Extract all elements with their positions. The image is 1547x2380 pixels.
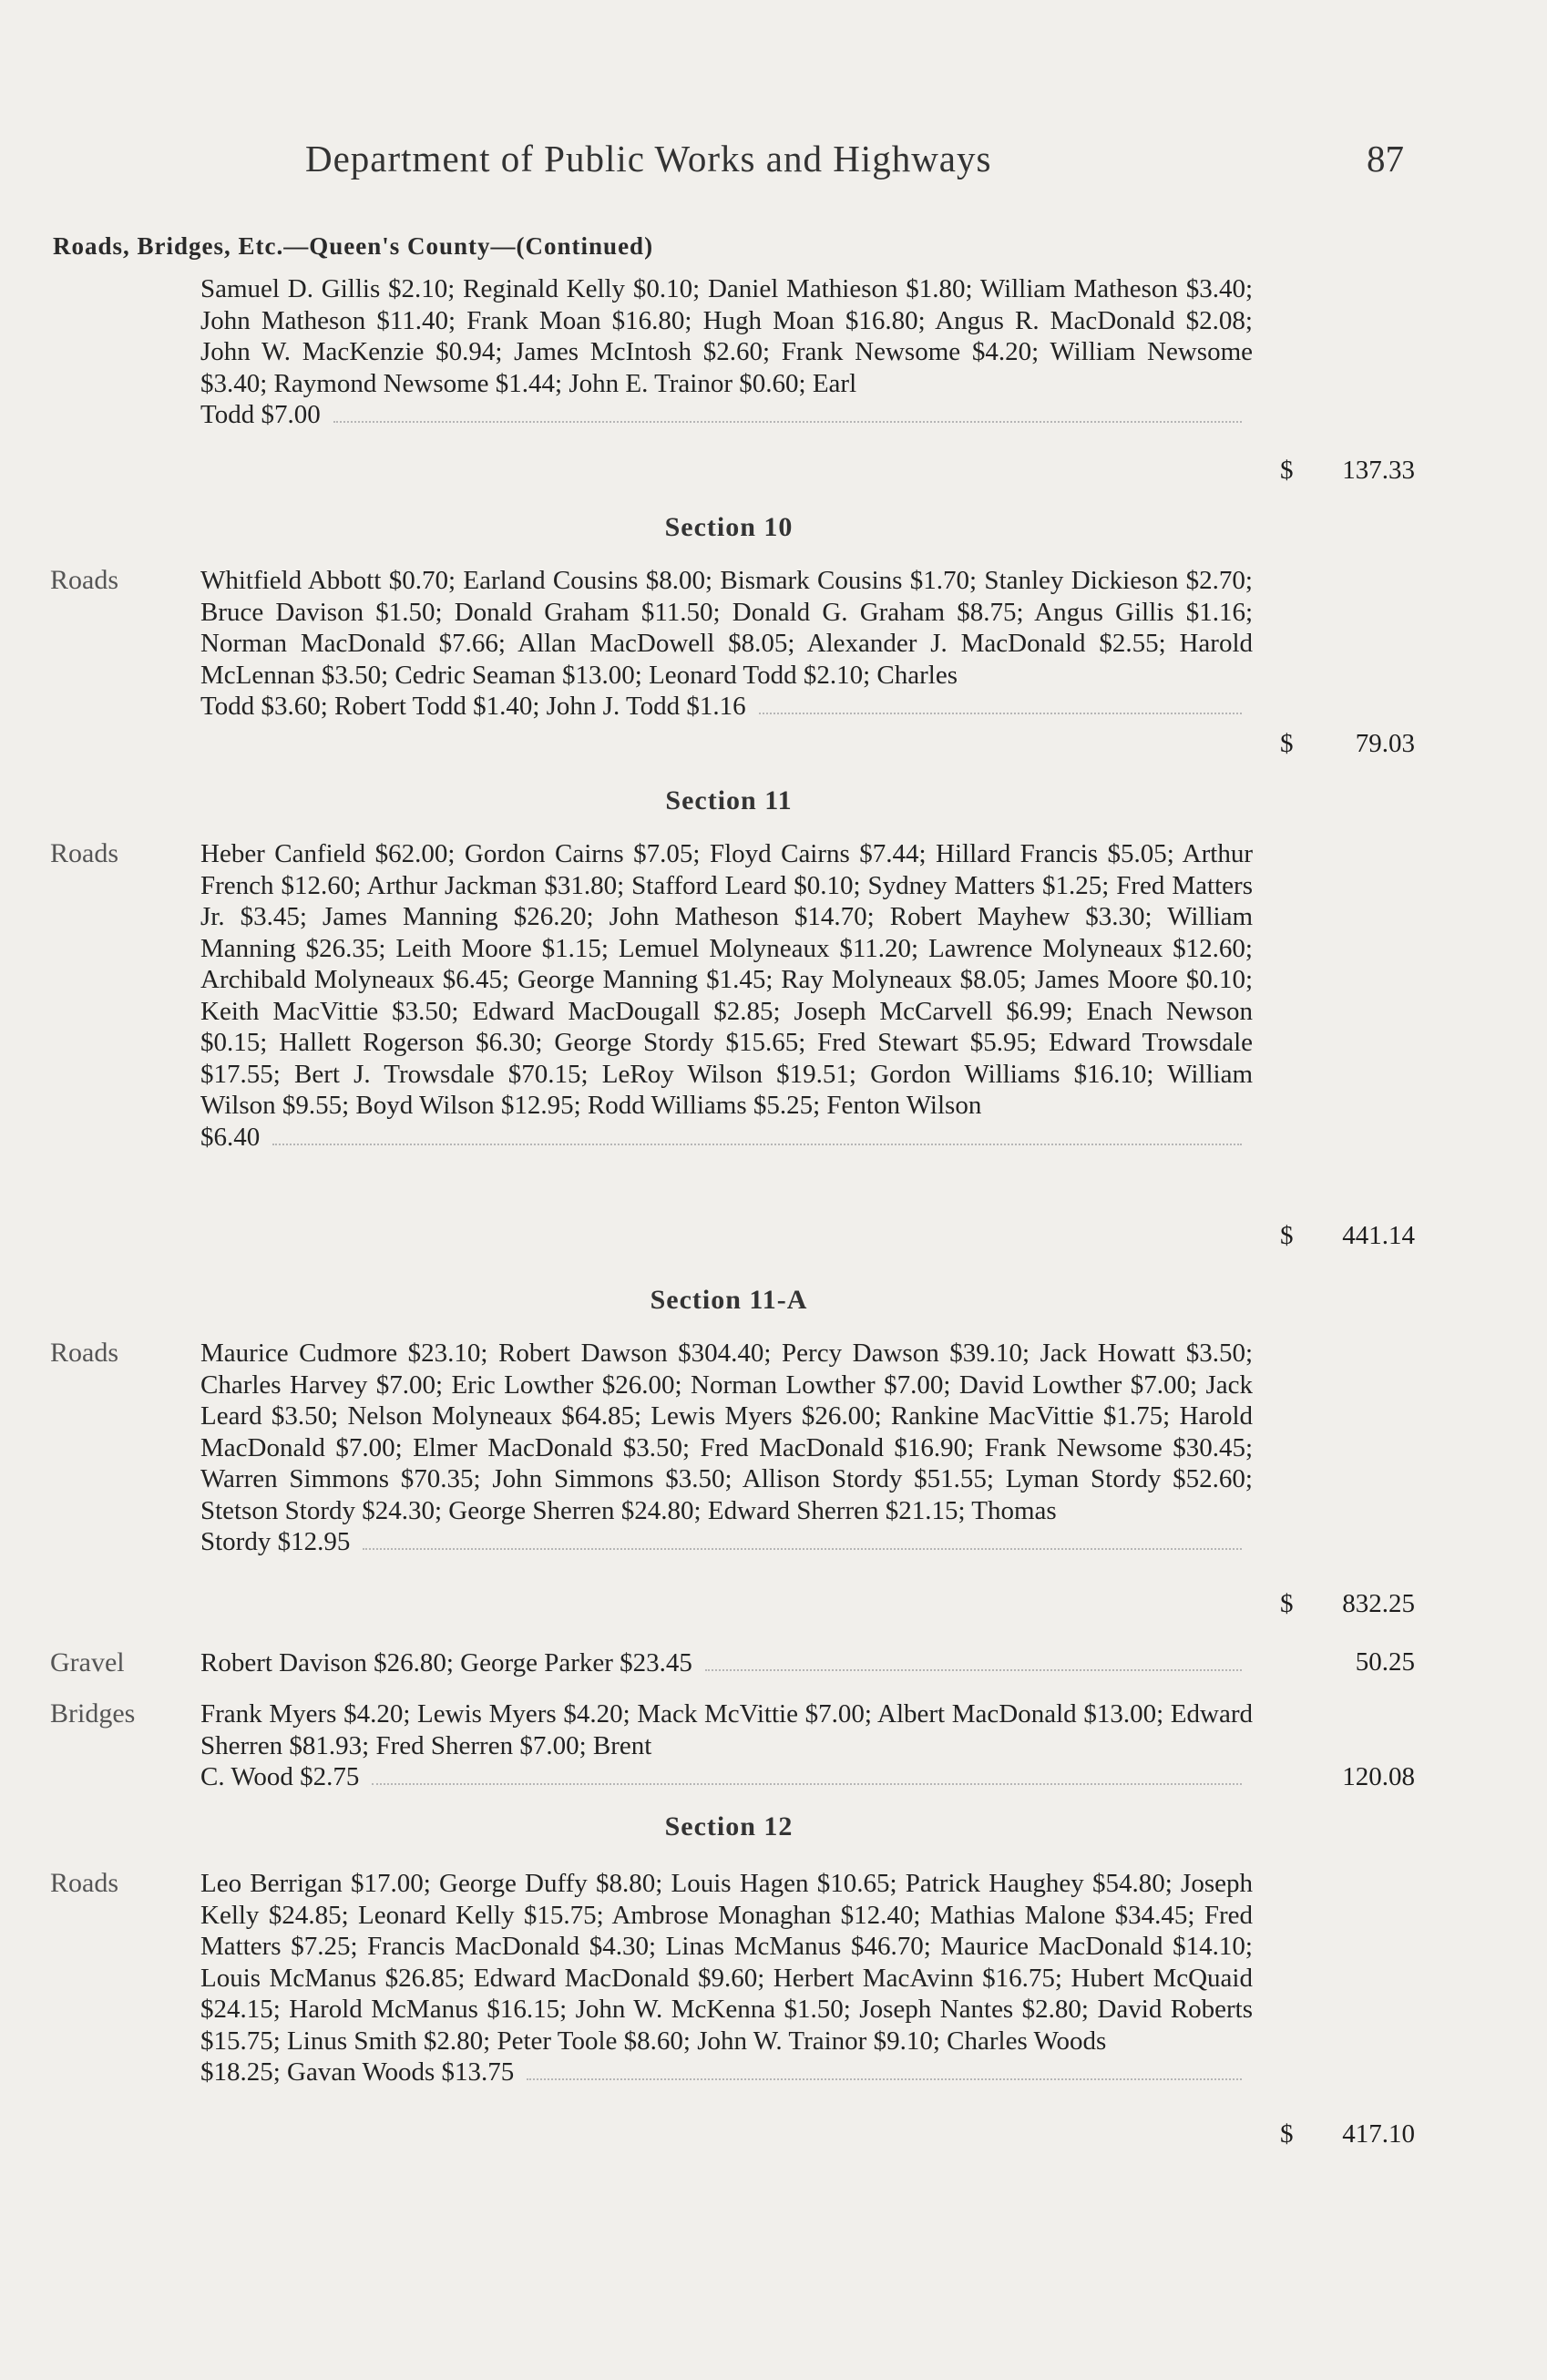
section-heading: Section 11 xyxy=(665,785,793,816)
running-header xyxy=(0,137,1547,191)
entry-label: Roads xyxy=(50,1868,118,1898)
entry-text-block xyxy=(200,1647,1253,1679)
page-title: Department of Public Works and Highways xyxy=(305,138,992,180)
entry-text: Whitfield Abbott $0.70; Earland Cousins $8.00; Bismark Cousins $1.70; Stanley Dickieson $2.70; Bruce Davison $1.50; Donald Graham $11.50; Donald G. Graham $8.75; Angus Gillis $1.16; Norman MacDonald $7.66; Allan MacDowell $8.05; Alexander J. MacDonald $2.55; Harold McLennan $3.50; Cedric Seaman $13.00; Leonard Todd $2.10; Charles xyxy=(200,566,1253,690)
leader-dots xyxy=(272,1144,1242,1145)
entry-last-text: Robert Davison $26.80; George Parker $23.45 xyxy=(200,1648,692,1677)
entry-text-block xyxy=(200,273,1253,431)
entry-text: Heber Canfield $62.00; Gordon Cairns $7.05; Floyd Cairns $7.44; Hillard Francis $5.05; Arthur French $12.60; Arthur Jackman $31.80; Stafford Leard $0.10; Sydney Matters $1.25; Fred Matters Jr. $3.45; James Manning $26.20; John Matheson $14.70; Robert Mayhew $3.30; William Manning $26.35; Leith Moore $1.15; Lemuel Molyneaux $11.20; Lawrence Molyneaux $12.60; Archibald Molyneaux $6.45; George Manning $1.45; Ray Molyneaux $8.05; James Moore $0.10; Keith MacVittie $3.50; Edward MacDougall $2.85; Joseph McCarvell $6.99; Enach Newson $0.15; Hallett Rogerson $6.30; George Stordy $15.65; Fred Stewart $5.95; Edward Trowsdale $17.55; Bert J. Trowsdale $70.15; LeRoy Wilson $19.51; Gordon Williams $16.10; William Wilson $9.55; Boyd Wilson $12.95; Rodd Williams $5.25; Fenton Wilson xyxy=(200,839,1253,1120)
entry-last-text: Todd $7.00 xyxy=(200,400,321,429)
section-heading: Section 12 xyxy=(664,1811,794,1841)
entry-last-line xyxy=(200,2057,1253,2088)
entry-amount: 832.25 xyxy=(1342,1589,1415,1618)
section-heading: Section 11-A xyxy=(650,1285,808,1315)
entry-text: Leo Berrigan $17.00; George Duffy $8.80; Louis Hagen $10.65; Patrick Haughey $54.80; Joseph Kelly $24.85; Leonard Kelly $15.75; Ambrose Monaghan $12.40; Mathias Malone $34.45; Fred Matters $7.25; Francis MacDonald $4.30; Linas McManus $46.70; Maurice MacDonald $14.10; Louis McManus $26.85; Edward MacDonald $9.60; Herbert MacAvinn $16.75; Hubert McQuaid $24.15; Harold McManus $16.15; John W. McKenna $1.50; Joseph Nantes $2.80; David Roberts $15.75; Linus Smith $2.80; Peter Toole $8.60; John W. Trainor $9.10; Charles Woods xyxy=(200,1869,1253,2056)
entry-text-block xyxy=(200,1698,1253,1793)
entry-last-line xyxy=(200,1647,1253,1679)
entry-last-line xyxy=(200,1526,1253,1558)
dollar-sign: $ xyxy=(1280,1589,1294,1618)
entry-amount: 417.10 xyxy=(1342,2119,1415,2149)
dollar-sign: $ xyxy=(1280,456,1294,485)
entry-amount: 79.03 xyxy=(1355,729,1415,758)
leader-dots xyxy=(363,1548,1242,1550)
entry-last-text: C. Wood $2.75 xyxy=(200,1762,360,1791)
dollar-sign: $ xyxy=(1280,729,1294,758)
entry-amount: 137.33 xyxy=(1342,456,1415,485)
entry-text-block xyxy=(200,838,1253,1153)
entry-label: Bridges xyxy=(50,1698,136,1729)
dollar-sign: $ xyxy=(1280,1221,1294,1250)
leader-dots xyxy=(759,713,1242,714)
dollar-sign: $ xyxy=(1280,2119,1294,2149)
entry-text-block xyxy=(200,1868,1253,2088)
section-heading: Section 10 xyxy=(664,512,794,542)
entry-label: Gravel xyxy=(50,1647,125,1677)
entry-last-text: $6.40 xyxy=(200,1122,261,1152)
entry-last-line xyxy=(200,1122,1253,1154)
entry-last-text: Stordy $12.95 xyxy=(200,1527,351,1556)
entry-label: Roads xyxy=(50,838,118,868)
entry-last-line xyxy=(200,691,1253,723)
page-number: 87 xyxy=(1367,138,1404,180)
entry-text-block xyxy=(200,1338,1253,1558)
entry-last-line xyxy=(200,1761,1253,1793)
entry-amount: 120.08 xyxy=(1342,1762,1415,1791)
entry-last-text: $18.25; Gavan Woods $13.75 xyxy=(200,2057,515,2087)
entry-label: Roads xyxy=(50,1338,118,1368)
leader-dots xyxy=(333,421,1242,423)
leader-dots xyxy=(527,2078,1242,2080)
entry-amount: 50.25 xyxy=(1355,1647,1415,1677)
continued-heading: Roads, Bridges, Etc.—Queen's County—(Continued) xyxy=(53,232,654,260)
entry-text: Frank Myers $4.20; Lewis Myers $4.20; Mack McVittie $7.00; Albert MacDonald $13.00; Edward Sherren $81.93; Fred Sherren $7.00; Brent xyxy=(200,1699,1253,1760)
leader-dots xyxy=(372,1783,1242,1785)
leader-dots xyxy=(705,1669,1242,1671)
entry-last-line xyxy=(200,399,1253,431)
entry-text-block xyxy=(200,565,1253,723)
entry-label: Roads xyxy=(50,565,118,595)
entry-last-text: Todd $3.60; Robert Todd $1.40; John J. Todd $1.16 xyxy=(200,692,746,721)
entry-amount: 441.14 xyxy=(1342,1221,1415,1250)
entry-text: Maurice Cudmore $23.10; Robert Dawson $304.40; Percy Dawson $39.10; Jack Howatt $3.50; Charles Harvey $7.00; Eric Lowther $26.00; Norman Lowther $7.00; David Lowther $7.00; Jack Leard $3.50; Nelson Molyneaux $64.85; Lewis Myers $26.00; Rankine MacVittie $1.75; Harold MacDonald $7.00; Elmer MacDonald $3.50; Fred MacDonald $16.90; Frank Newsome $30.45; Warren Simmons $70.35; John Simmons $3.50; Allison Stordy $51.55; Lyman Stordy $52.60; Stetson Stordy $24.30; George Sherren $24.80; Edward Sherren $21.15; Thomas xyxy=(200,1339,1253,1525)
entry-text: Samuel D. Gillis $2.10; Reginald Kelly $0.10; Daniel Mathieson $1.80; William Matheson $3.40; John Matheson $11.40; Frank Moan $16.80; Hugh Moan $16.80; Angus R. MacDonald $2.08; John W. MacKenzie $0.94; James McIntosh $2.60; Frank Newsome $4.20; William Newsome $3.40; Raymond Newsome $1.44; John E. Trainor $0.60; Earl xyxy=(200,274,1253,398)
